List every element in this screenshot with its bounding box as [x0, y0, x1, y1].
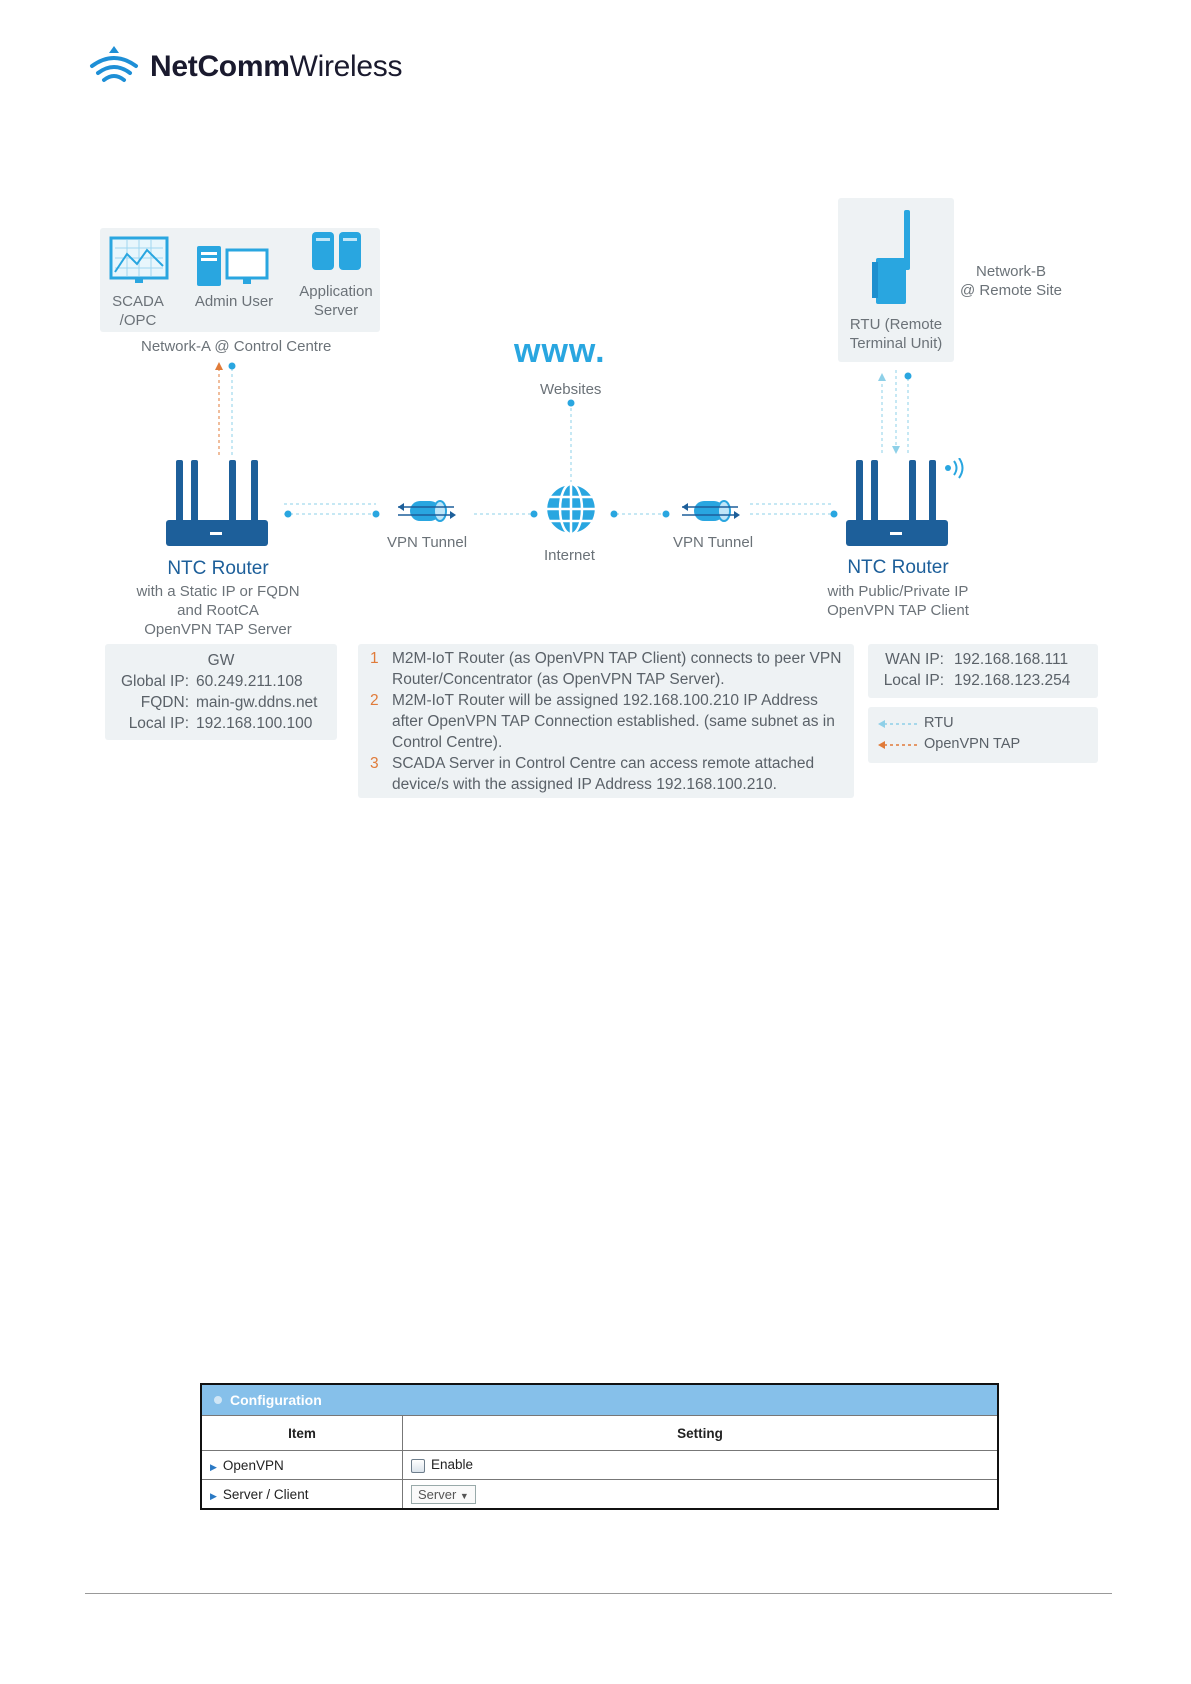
www-logo: www.: [514, 332, 606, 370]
tunnel-links: [280, 494, 840, 524]
admin-user-label: Admin User: [194, 293, 274, 310]
logo-text: [150, 50, 402, 84]
table-row: [202, 1480, 997, 1509]
footer-divider: [85, 1593, 1112, 1594]
table-row: [202, 1451, 997, 1480]
openvpn-enable-checkbox[interactable]: [411, 1459, 425, 1473]
row-item-label: Server / Client: [222, 1486, 309, 1502]
rtu-legend-arrow-icon: [878, 719, 920, 729]
client-local-ip-label: Local IP:: [883, 672, 944, 689]
gw-row: [105, 713, 337, 734]
admin-computer-icon: [195, 244, 271, 288]
gw-local-ip-value: 192.168.100.100: [196, 715, 313, 732]
router-right-title: NTC Router: [847, 557, 949, 578]
enable-label: Enable: [431, 1457, 474, 1473]
row-item-server-client: [202, 1480, 403, 1509]
gw-row: [105, 692, 337, 713]
table-header-row: [202, 1416, 997, 1451]
step-number: 2: [370, 692, 379, 709]
gw-global-ip-value: 60.249.211.108: [196, 673, 303, 690]
server-client-select[interactable]: [411, 1485, 476, 1504]
openvpn-legend-arrow-icon: [878, 740, 920, 750]
vpn-tunnel-left-icon: [396, 498, 458, 526]
row-item-openvpn: [202, 1451, 403, 1480]
steps-box: [358, 644, 854, 798]
websites-link-line: [565, 398, 577, 482]
legend-item-rtu: [878, 713, 1098, 734]
select-value: Server: [418, 1486, 457, 1502]
legend-item-openvpn: [878, 734, 1098, 755]
step-text: M2M-IoT Router will be assigned 192.168.100.210 IP Address after OpenVPN TAP Connection established. (same subnet as in Control Centre).: [392, 692, 835, 751]
client-local-ip-value: 192.168.123.254: [954, 672, 1071, 689]
step-item: [370, 690, 846, 753]
gw-fqdn-label: FQDN:: [140, 694, 189, 711]
gw-info-box: [105, 644, 337, 740]
router-left-icon: [164, 458, 270, 550]
rtu-label: RTU (Remote Terminal Unit): [849, 316, 943, 352]
network-a-caption: Network-A @ Control Centre: [141, 338, 332, 355]
rtu-device-icon: [870, 208, 920, 306]
configuration-header: [202, 1385, 997, 1415]
router-left-title: NTC Router: [167, 558, 269, 579]
network-b-caption: Network-B @ Remote Site: [960, 263, 1062, 299]
legend-box: [868, 707, 1098, 763]
column-item: Item: [202, 1416, 403, 1451]
application-server-label: Application Server: [299, 283, 373, 319]
gw-title: GW: [207, 652, 235, 669]
internet-label: Internet: [544, 547, 595, 564]
row-setting-openvpn: [403, 1451, 998, 1480]
network-a-link-lines: [208, 356, 238, 456]
step-item: [370, 753, 846, 795]
router-left-subtitle: with a Static IP or FQDN and RootCA OpenVPN TAP Server: [136, 583, 300, 638]
step-number: 1: [370, 650, 379, 667]
gw-fqdn-value: main-gw.ddns.net: [196, 694, 318, 711]
router-right-subtitle: with Public/Private IP OpenVPN TAP Client: [827, 583, 969, 619]
client-wan-ip-value: 192.168.168.111: [954, 651, 1069, 668]
step-text: M2M-IoT Router (as OpenVPN TAP Client) connects to peer VPN Router/Concentrator (as OpenVPN TAP Server).: [392, 650, 842, 688]
configuration-panel: [200, 1383, 999, 1510]
configuration-title: Configuration: [230, 1392, 322, 1408]
legend-openvpn-label: OpenVPN TAP: [924, 736, 1021, 752]
chevron-down-icon: ▼: [459, 1490, 469, 1501]
client-wan-ip-label: WAN IP:: [885, 651, 944, 668]
column-setting: Setting: [403, 1416, 998, 1451]
vpn-tunnel-right-label: VPN Tunnel: [673, 534, 754, 551]
gw-global-ip-label: Global IP:: [120, 673, 189, 690]
step-item: [370, 648, 846, 690]
client-row: [868, 649, 1098, 670]
gw-row: [105, 671, 337, 692]
legend-rtu-label: RTU: [924, 715, 954, 731]
wifi-logo-icon: [88, 44, 140, 90]
gw-local-ip-label: Local IP:: [128, 715, 189, 732]
logo-light: Wireless: [289, 50, 403, 83]
row-setting-server-client: [403, 1480, 998, 1509]
websites-label: Websites: [540, 381, 602, 398]
row-arrow-icon: ▶: [210, 1490, 217, 1501]
step-text: SCADA Server in Control Centre can access remote attached device/s with the assigned IP Address 192.168.100.210.: [392, 755, 815, 793]
scada-label: SCADA /OPC: [112, 293, 164, 329]
row-item-label: OpenVPN: [222, 1457, 284, 1473]
configuration-bullet-icon: [214, 1396, 222, 1404]
row-arrow-icon: ▶: [210, 1461, 217, 1472]
netcomm-logo: [88, 44, 402, 90]
client-row: [868, 670, 1098, 691]
scada-monitor-icon: [109, 236, 169, 286]
network-b-link-lines: [872, 370, 912, 456]
vpn-tunnel-right-icon: [680, 498, 742, 526]
configuration-table: [202, 1415, 997, 1508]
logo-bold: NetComm: [150, 50, 290, 83]
step-number: 3: [370, 755, 379, 772]
application-server-icon: [310, 230, 364, 272]
router-right-icon: [846, 458, 970, 550]
client-info-box: [868, 644, 1098, 698]
vpn-tunnel-left-label: VPN Tunnel: [387, 534, 468, 551]
